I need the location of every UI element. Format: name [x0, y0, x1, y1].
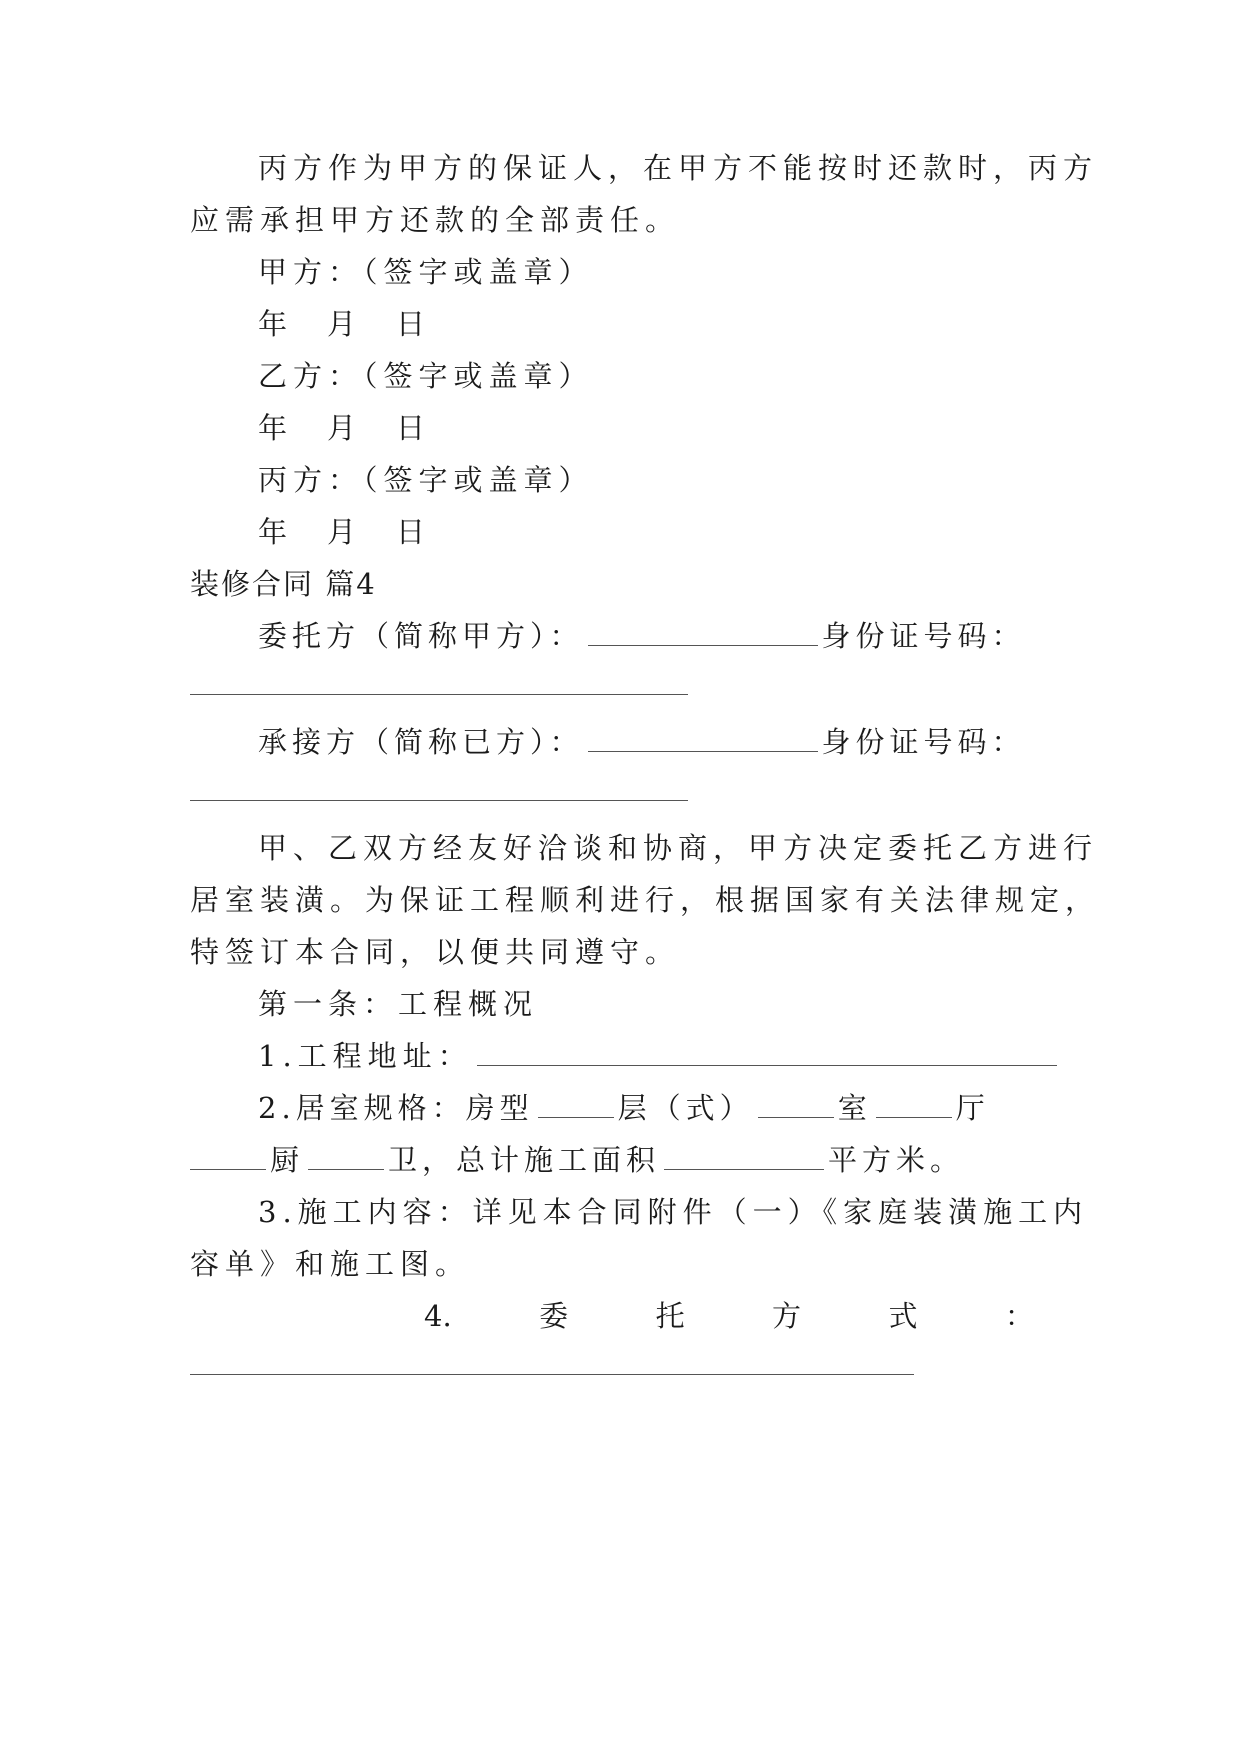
contractor-name-blank	[588, 723, 818, 752]
party-b-signature: 乙方：（签字或盖章）	[258, 359, 594, 393]
item-2-floor: 层（式）	[617, 1091, 754, 1125]
hall-blank	[876, 1089, 952, 1118]
item-3-line-1: 3.施工内容：详见本合同附件（一）《家庭装潢施工内	[258, 1195, 1089, 1229]
client-id-label: 身份证号码：	[821, 619, 1026, 653]
item-4-char-3: 方	[772, 1299, 802, 1333]
item-4-method	[424, 1296, 1034, 1336]
date-day: 日	[396, 515, 432, 549]
party-a-signature: 甲方：（签字或盖章）	[258, 255, 594, 289]
item-4-number: 4.	[424, 1299, 452, 1333]
date-month: 月	[327, 307, 363, 341]
item-3-line-2: 容单》和施工图。	[190, 1247, 471, 1281]
date-month: 月	[327, 515, 363, 549]
item-2-specs-line-2	[190, 1140, 1050, 1180]
contractor-id-label: 身份证号码：	[821, 725, 1026, 759]
kitchen-blank	[190, 1141, 266, 1170]
bath-blank	[308, 1141, 384, 1170]
client-line	[258, 616, 1050, 656]
guarantor-paragraph-line-1: 丙方作为甲方的保证人，在甲方不能按时还款时，丙方	[258, 151, 1099, 185]
item-2-room: 室	[837, 1091, 872, 1125]
method-blank	[190, 1374, 914, 1375]
intro-paragraph-line-3: 特签订本合同，以便共同遵守。	[190, 935, 681, 969]
date-month: 月	[327, 411, 363, 445]
item-2-kitchen: 厨	[270, 1143, 305, 1177]
client-label: 委托方（简称甲方）：	[258, 619, 584, 653]
article-1-heading: 第一条：工程概况	[258, 987, 539, 1021]
guarantor-paragraph-line-2: 应需承担甲方还款的全部责任。	[190, 203, 681, 237]
area-blank	[664, 1141, 824, 1170]
item-4-char-1: 委	[539, 1299, 569, 1333]
item-2-unit: 平方米。	[828, 1143, 965, 1177]
contractor-id-blank	[190, 800, 688, 801]
date-year: 年	[258, 515, 294, 549]
contractor-label: 承接方（简称已方）：	[258, 725, 584, 759]
item-1-address	[258, 1036, 1050, 1076]
item-4-char-4: 式	[888, 1299, 918, 1333]
item-4-char-2: 托	[655, 1299, 685, 1333]
date-day: 日	[396, 411, 432, 445]
section-title: 装修合同 篇4	[190, 567, 377, 601]
client-id-blank	[190, 694, 688, 695]
item-2-bath: 卫，总计施工面积	[388, 1143, 661, 1177]
intro-paragraph-line-2: 居室装潢。为保证工程顺利进行，根据国家有关法律规定，	[190, 883, 1101, 917]
contractor-line	[258, 722, 1050, 762]
floor-blank	[538, 1089, 614, 1118]
item-2-specs-line-1	[258, 1088, 1050, 1128]
date-year: 年	[258, 307, 294, 341]
item-4-colon: ：	[1004, 1299, 1034, 1333]
intro-paragraph-line-1: 甲、乙双方经友好洽谈和协商，甲方决定委托乙方进行	[258, 831, 1099, 865]
party-c-date	[258, 512, 1050, 552]
room-blank	[758, 1089, 834, 1118]
client-name-blank	[588, 617, 818, 646]
party-b-date	[258, 408, 1050, 448]
date-day: 日	[396, 307, 432, 341]
party-a-date	[258, 304, 1050, 344]
party-c-signature: 丙方：（签字或盖章）	[258, 463, 594, 497]
address-blank	[477, 1037, 1057, 1066]
item-1-label: 1.工程地址：	[258, 1039, 473, 1073]
item-2-hall: 厅	[955, 1091, 990, 1125]
item-2-label: 2.居室规格：房型	[258, 1091, 534, 1125]
date-year: 年	[258, 411, 294, 445]
